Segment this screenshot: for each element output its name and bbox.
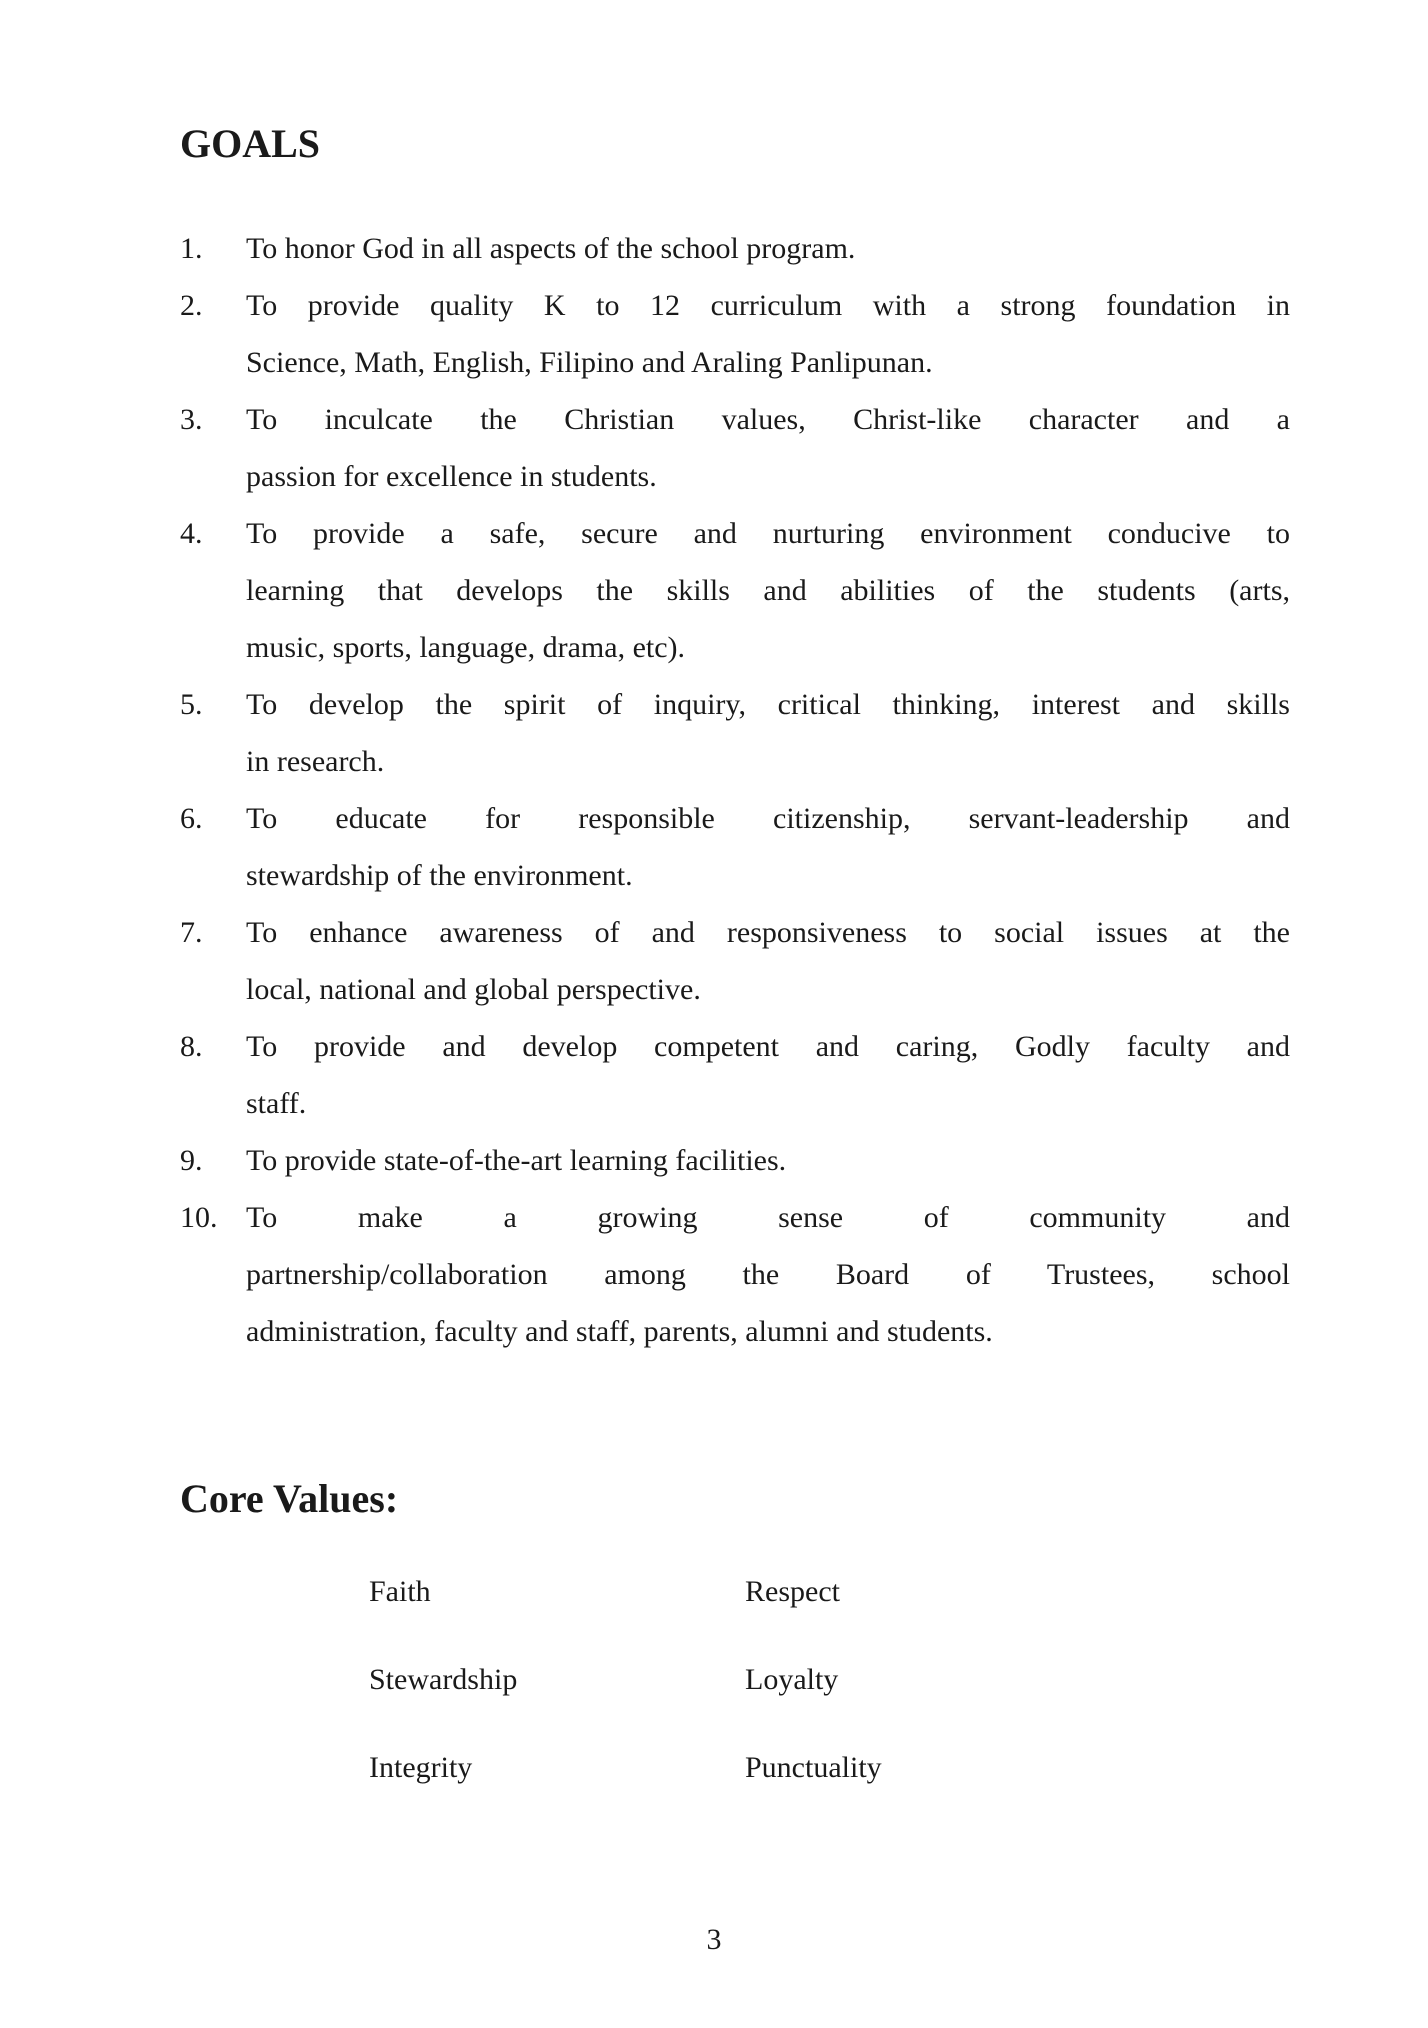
goal-line: administration, faculty and staff, parents, alumni and students. (246, 1315, 993, 1348)
goal-text (246, 790, 1290, 904)
goal-line: To educate for responsible citizenship, servant-leadership and (246, 802, 1290, 835)
goal-text (246, 220, 1290, 277)
goal-line: To provide a safe, secure and nurturing environment conducive to (246, 517, 1290, 550)
goal-number: 10. (180, 1201, 218, 1234)
goal-line: stewardship of the environment. (246, 859, 633, 892)
core-value-row (369, 1651, 1428, 1708)
core-value-row (369, 1739, 1428, 1796)
goal-item (180, 790, 1290, 904)
core-value-right: Loyalty (745, 1663, 839, 1696)
goal-line: To provide state-of-the-art learning facilities. (246, 1144, 787, 1177)
goal-text (246, 1189, 1290, 1360)
goal-text (246, 1018, 1290, 1132)
page-number: 3 (706, 1923, 722, 1956)
core-value-left: Stewardship (369, 1663, 518, 1696)
core-value-right: Punctuality (745, 1751, 882, 1784)
goal-line: To provide and develop competent and caring, Godly faculty and (246, 1030, 1290, 1063)
goal-item (180, 220, 1290, 277)
goal-number: 1. (180, 232, 203, 265)
goal-line: Science, Math, English, Filipino and Araling Panlipunan. (246, 346, 933, 379)
core-value-right: Respect (745, 1575, 840, 1608)
goal-text (246, 391, 1290, 505)
goal-line: To provide quality K to 12 curriculum with a strong foundation in (246, 289, 1290, 322)
goal-text (246, 1132, 1290, 1189)
goal-item (180, 505, 1290, 676)
core-values-heading: Core Values: (180, 1476, 399, 1521)
goal-item (180, 676, 1290, 790)
core-value-row (369, 1563, 1428, 1620)
goal-number: 5. (180, 688, 203, 721)
goal-item (180, 1189, 1290, 1360)
goal-item (180, 277, 1290, 391)
goal-item (180, 904, 1290, 1018)
goal-line: To develop the spirit of inquiry, critical thinking, interest and skills (246, 688, 1290, 721)
goal-line: learning that develops the skills and abilities of the students (arts, (246, 574, 1290, 607)
goal-item (180, 391, 1290, 505)
goal-text (246, 676, 1290, 790)
goal-line: in research. (246, 745, 385, 778)
goal-number: 2. (180, 289, 203, 322)
goal-line: To honor God in all aspects of the school program. (246, 232, 856, 265)
goal-line: music, sports, language, drama, etc). (246, 631, 686, 664)
goal-item (180, 1132, 1290, 1189)
goal-number: 3. (180, 403, 203, 436)
goal-line: To make a growing sense of community and (246, 1201, 1290, 1234)
goals-list (180, 220, 1290, 1360)
goal-text (246, 505, 1290, 676)
goal-number: 7. (180, 916, 203, 949)
goal-number: 4. (180, 517, 203, 550)
goal-text (246, 904, 1290, 1018)
goal-line: staff. (246, 1087, 307, 1120)
goal-number: 6. (180, 802, 203, 835)
core-values-grid (369, 1563, 1428, 1796)
core-value-left: Faith (369, 1575, 431, 1608)
goal-number: 9. (180, 1144, 203, 1177)
goal-item (180, 1018, 1290, 1132)
goal-line: To enhance awareness of and responsiveness to social issues at the (246, 916, 1290, 949)
core-value-left: Integrity (369, 1751, 473, 1784)
goal-line: local, national and global perspective. (246, 973, 701, 1006)
goal-line: To inculcate the Christian values, Christ-like character and a (246, 403, 1290, 436)
goals-heading: GOALS (180, 121, 321, 166)
goal-line: partnership/collaboration among the Board of Trustees, school (246, 1258, 1290, 1291)
goal-text (246, 277, 1290, 391)
goal-number: 8. (180, 1030, 203, 1063)
goal-line: passion for excellence in students. (246, 460, 657, 493)
